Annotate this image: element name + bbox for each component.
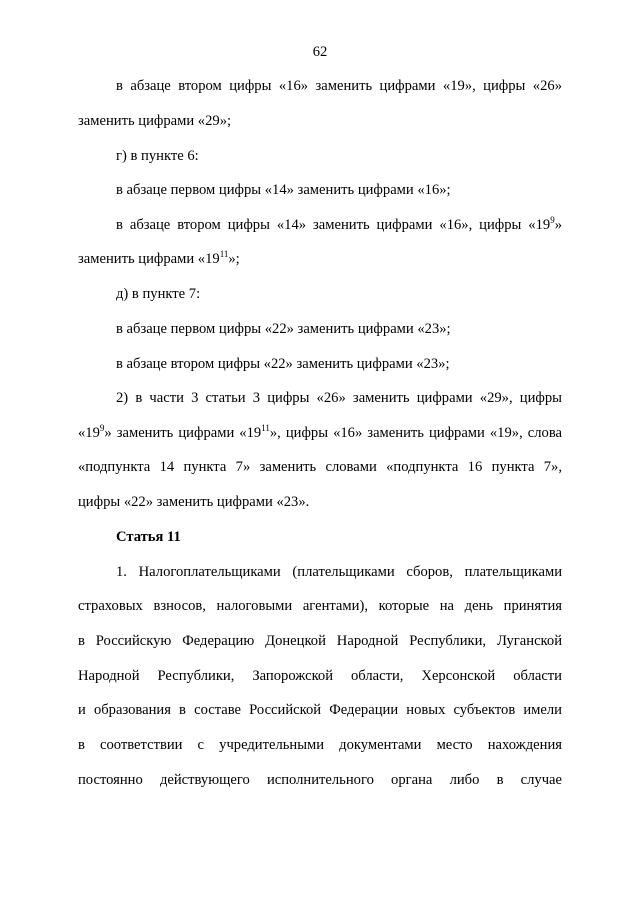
page-number: 62	[312, 44, 328, 60]
text-line: и образования в составе Российской Федерации новых субъектов имели	[78, 702, 562, 718]
text-line: в соответствии с учредительными документами место нахождения	[78, 737, 562, 753]
text-fragment: «19	[78, 425, 100, 441]
text-line: в Российскую Федерацию Донецкой Народной Республики, Луганской	[78, 633, 562, 649]
text-line: в абзаце первом цифры «22» заменить цифрами «23»;	[116, 321, 451, 337]
text-fragment: », цифры «16» заменить цифрами «19», слова	[269, 425, 562, 441]
text-line: д) в пункте 7:	[116, 286, 201, 302]
text-line	[78, 250, 562, 268]
text-line: заменить цифрами «29»;	[78, 113, 232, 129]
text-fragment: »;	[228, 251, 240, 267]
text-line: в абзаце первом цифры «14» заменить цифрами «16»;	[116, 182, 451, 198]
text-line: 1. Налогоплательщиками (плательщиками сборов, плательщиками	[116, 564, 562, 580]
text-line: цифры «22» заменить цифрами «23».	[78, 494, 310, 510]
text-line: постоянно действующего исполнительного органа либо в случае	[78, 772, 562, 788]
text-fragment: » заменить цифрами «19	[104, 425, 262, 441]
text-line: в абзаце втором цифры «16» заменить цифрами «19», цифры «26»	[116, 78, 562, 94]
text-fragment: »	[554, 217, 562, 233]
article-heading: Статья 11	[116, 529, 181, 545]
superscript: 11	[219, 249, 229, 260]
text-line	[116, 216, 562, 234]
text-line: Народной Республики, Запорожской области, Херсонской области	[78, 668, 562, 684]
text-line: «подпункта 14 пункта 7» заменить словами «подпункта 16 пункта 7»,	[78, 459, 562, 475]
text-fragment: в абзаце втором цифры «14» заменить цифрами «16», цифры «19	[116, 217, 551, 233]
text-line: г) в пункте 6:	[116, 148, 199, 164]
text-line: страховых взносов, налоговыми агентами), которые на день принятия	[78, 598, 562, 614]
text-fragment: заменить цифрами «19	[78, 251, 220, 267]
superscript: 9	[99, 423, 105, 434]
superscript: 11	[261, 423, 270, 434]
text-line	[78, 424, 562, 442]
text-line: 2) в части 3 статьи 3 цифры «26» заменить цифрами «29», цифры	[116, 390, 562, 406]
text-line: в абзаце втором цифры «22» заменить цифрами «23»;	[116, 356, 450, 372]
superscript: 9	[550, 215, 555, 226]
